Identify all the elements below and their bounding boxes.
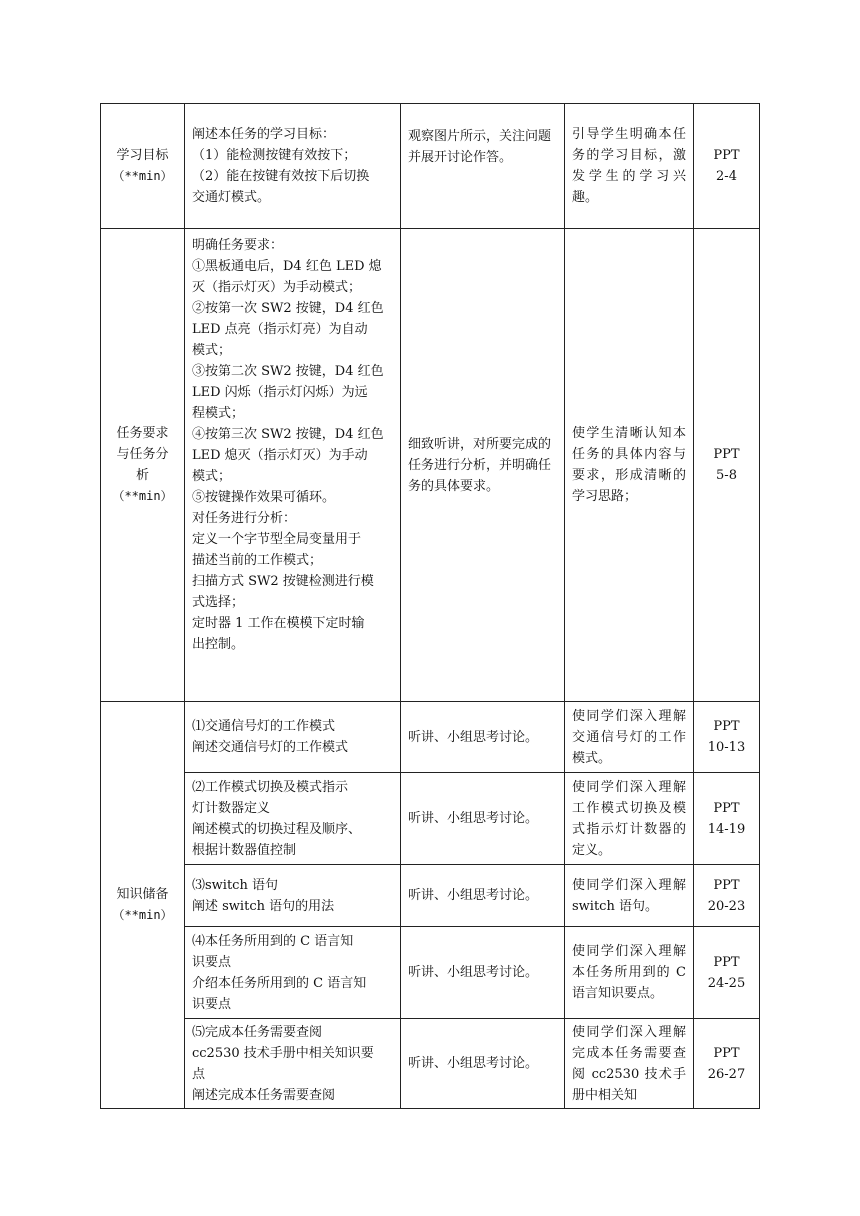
- ppt-label: PPT: [713, 954, 740, 970]
- student-activity-cell: 细致听讲，对所要完成的任务进行分析，并明确任务的具体要求。: [401, 229, 565, 702]
- stage-duration: （**min）: [112, 169, 173, 183]
- content-line: 模式；: [192, 469, 232, 484]
- ppt-pages: 26-27: [707, 1066, 746, 1082]
- content-line: ①黑板通电后，D4 红色 LED 熄: [192, 259, 382, 274]
- ppt-cell: [694, 702, 760, 773]
- content-line: ③按第二次 SW2 按键，D4 红色: [192, 364, 384, 379]
- content-line: 式选择；: [192, 595, 245, 610]
- content-line: ⑤按键操作效果可循环。: [192, 490, 336, 505]
- table-row: [101, 865, 760, 927]
- content-line: ④按第三次 SW2 按键，D4 红色: [192, 427, 384, 442]
- content-line: 定时器 1 工作在模模下定时输: [192, 616, 365, 631]
- content-cell: [185, 104, 401, 229]
- table-row: [101, 927, 760, 1019]
- design-purpose-cell: 使同学们深入理解交通信号灯的工作模式。: [565, 702, 694, 773]
- content-line: 交通灯模式。: [192, 190, 271, 205]
- content-line: 识要点: [192, 996, 232, 1012]
- content-line: 阐述本任务的学习目标：: [192, 127, 336, 142]
- content-line: LED 熄灭（指示灯灭）为手动: [192, 448, 368, 463]
- content-line: 识要点: [192, 954, 232, 970]
- design-purpose-cell: 引导学生明确本任务的学习目标，激发学生的学习兴趣。: [565, 104, 694, 229]
- student-activity-cell: 听讲、小组思考讨论。: [401, 702, 565, 773]
- content-line: ⑸完成本任务需要查阅: [192, 1024, 323, 1040]
- content-line: 扫描方式 SW2 按键检测进行模: [192, 574, 374, 589]
- ppt-label: PPT: [713, 719, 740, 734]
- content-cell: [185, 865, 401, 927]
- content-line: （2）能在按键有效按下后切换: [192, 169, 370, 184]
- ppt-pages: 2-4: [716, 169, 737, 184]
- content-line: ⑵工作模式切换及模式指示: [192, 779, 349, 795]
- content-line: 灯计数器定义: [192, 800, 271, 816]
- ppt-pages: 10-13: [707, 740, 746, 755]
- ppt-label: PPT: [713, 148, 740, 163]
- content-cell: [185, 702, 401, 773]
- ppt-pages: 24-25: [707, 975, 746, 991]
- content-line: ⑶switch 语句: [192, 877, 278, 893]
- design-purpose-cell: 使学生清晰认知本任务的具体内容与要求，形成清晰的学习思路；: [565, 229, 694, 702]
- content-line: 阐述 switch 语句的用法: [192, 898, 335, 914]
- content-line: 阐述交通信号灯的工作模式: [192, 740, 349, 755]
- stage-label: 任务要求: [116, 426, 169, 441]
- ppt-cell: [694, 1019, 760, 1109]
- content-line: LED 点亮（指示灯亮）为自动: [192, 322, 368, 337]
- content-cell: [185, 1019, 401, 1109]
- table-row: [101, 773, 760, 865]
- table-row: [101, 1019, 760, 1109]
- ppt-label: PPT: [713, 447, 740, 462]
- content-line: 灭（指示灯灭）为手动模式；: [192, 280, 362, 295]
- stage-label: 知识储备: [116, 887, 169, 902]
- ppt-label: PPT: [713, 877, 740, 893]
- ppt-pages: 20-23: [707, 898, 746, 914]
- ppt-cell: [694, 773, 760, 865]
- stage-duration: （**min）: [112, 908, 173, 922]
- content-line: LED 闪烁（指示灯闪烁）为远: [192, 385, 368, 400]
- ppt-cell: [694, 927, 760, 1019]
- student-activity-cell: 听讲、小组思考讨论。: [401, 865, 565, 927]
- ppt-cell: [694, 865, 760, 927]
- lesson-plan-table: [100, 103, 760, 1109]
- ppt-label: PPT: [713, 800, 740, 816]
- content-line: 介绍本任务所用到的 C 语言知: [192, 975, 367, 991]
- content-cell: [185, 927, 401, 1019]
- content-line: 明确任务要求：: [192, 238, 284, 253]
- content-line: ②按第一次 SW2 按键，D4 红色: [192, 301, 384, 316]
- content-line: 阐述模式的切换过程及顺序、: [192, 821, 362, 837]
- ppt-cell: [694, 104, 760, 229]
- content-line: 程模式；: [192, 406, 245, 421]
- table-row: [101, 104, 760, 229]
- stage-label: 学习目标: [116, 148, 169, 163]
- design-purpose-cell: 使同学们深入理解 switch 语句。: [565, 865, 694, 927]
- content-line: 根据计数器值控制: [192, 842, 297, 858]
- student-activity-cell: 听讲、小组思考讨论。: [401, 927, 565, 1019]
- content-line: 对任务进行分析：: [192, 511, 297, 526]
- stage-cell: [101, 104, 185, 229]
- design-purpose-cell: 使同学们深入理解工作模式切换及模式指示灯计数器的定义。: [565, 773, 694, 865]
- ppt-cell: [694, 229, 760, 702]
- table-row: [101, 229, 760, 702]
- content-line: 描述当前的工作模式；: [192, 553, 323, 568]
- ppt-pages: 14-19: [707, 821, 746, 837]
- content-line: 模式；: [192, 343, 232, 358]
- design-purpose-cell: 使同学们深入理解完成本任务需要查阅 cc2530 技术手册中相关知: [565, 1019, 694, 1109]
- student-activity-cell: 听讲、小组思考讨论。: [401, 773, 565, 865]
- content-line: 定义一个字节型全局变量用于: [192, 532, 362, 547]
- content-line: 阐述完成本任务需要查阅: [192, 1087, 336, 1103]
- ppt-pages: 5-8: [716, 468, 737, 483]
- content-line: ⑴交通信号灯的工作模式: [192, 719, 336, 734]
- table-row: [101, 702, 760, 773]
- ppt-label: PPT: [713, 1045, 740, 1061]
- stage-cell: [101, 702, 185, 1109]
- content-line: 点: [192, 1066, 206, 1082]
- content-cell: [185, 773, 401, 865]
- student-activity-cell: 观察图片所示，关注问题并展开讨论作答。: [401, 104, 565, 229]
- student-activity-cell: 听讲、小组思考讨论。: [401, 1019, 565, 1109]
- content-cell: [185, 229, 401, 702]
- stage-label: 与任务分: [116, 447, 169, 462]
- stage-cell: [101, 229, 185, 702]
- design-purpose-cell: 使同学们深入理解本任务所用到的 C 语言知识要点。: [565, 927, 694, 1019]
- content-line: （1）能检测按键有效按下；: [192, 148, 357, 163]
- stage-label: 析: [135, 468, 149, 483]
- stage-duration: （**min）: [112, 489, 173, 503]
- content-line: ⑷本任务所用到的 C 语言知: [192, 933, 354, 949]
- content-line: 出控制。: [192, 637, 245, 652]
- content-line: cc2530 技术手册中相关知识要: [192, 1045, 374, 1061]
